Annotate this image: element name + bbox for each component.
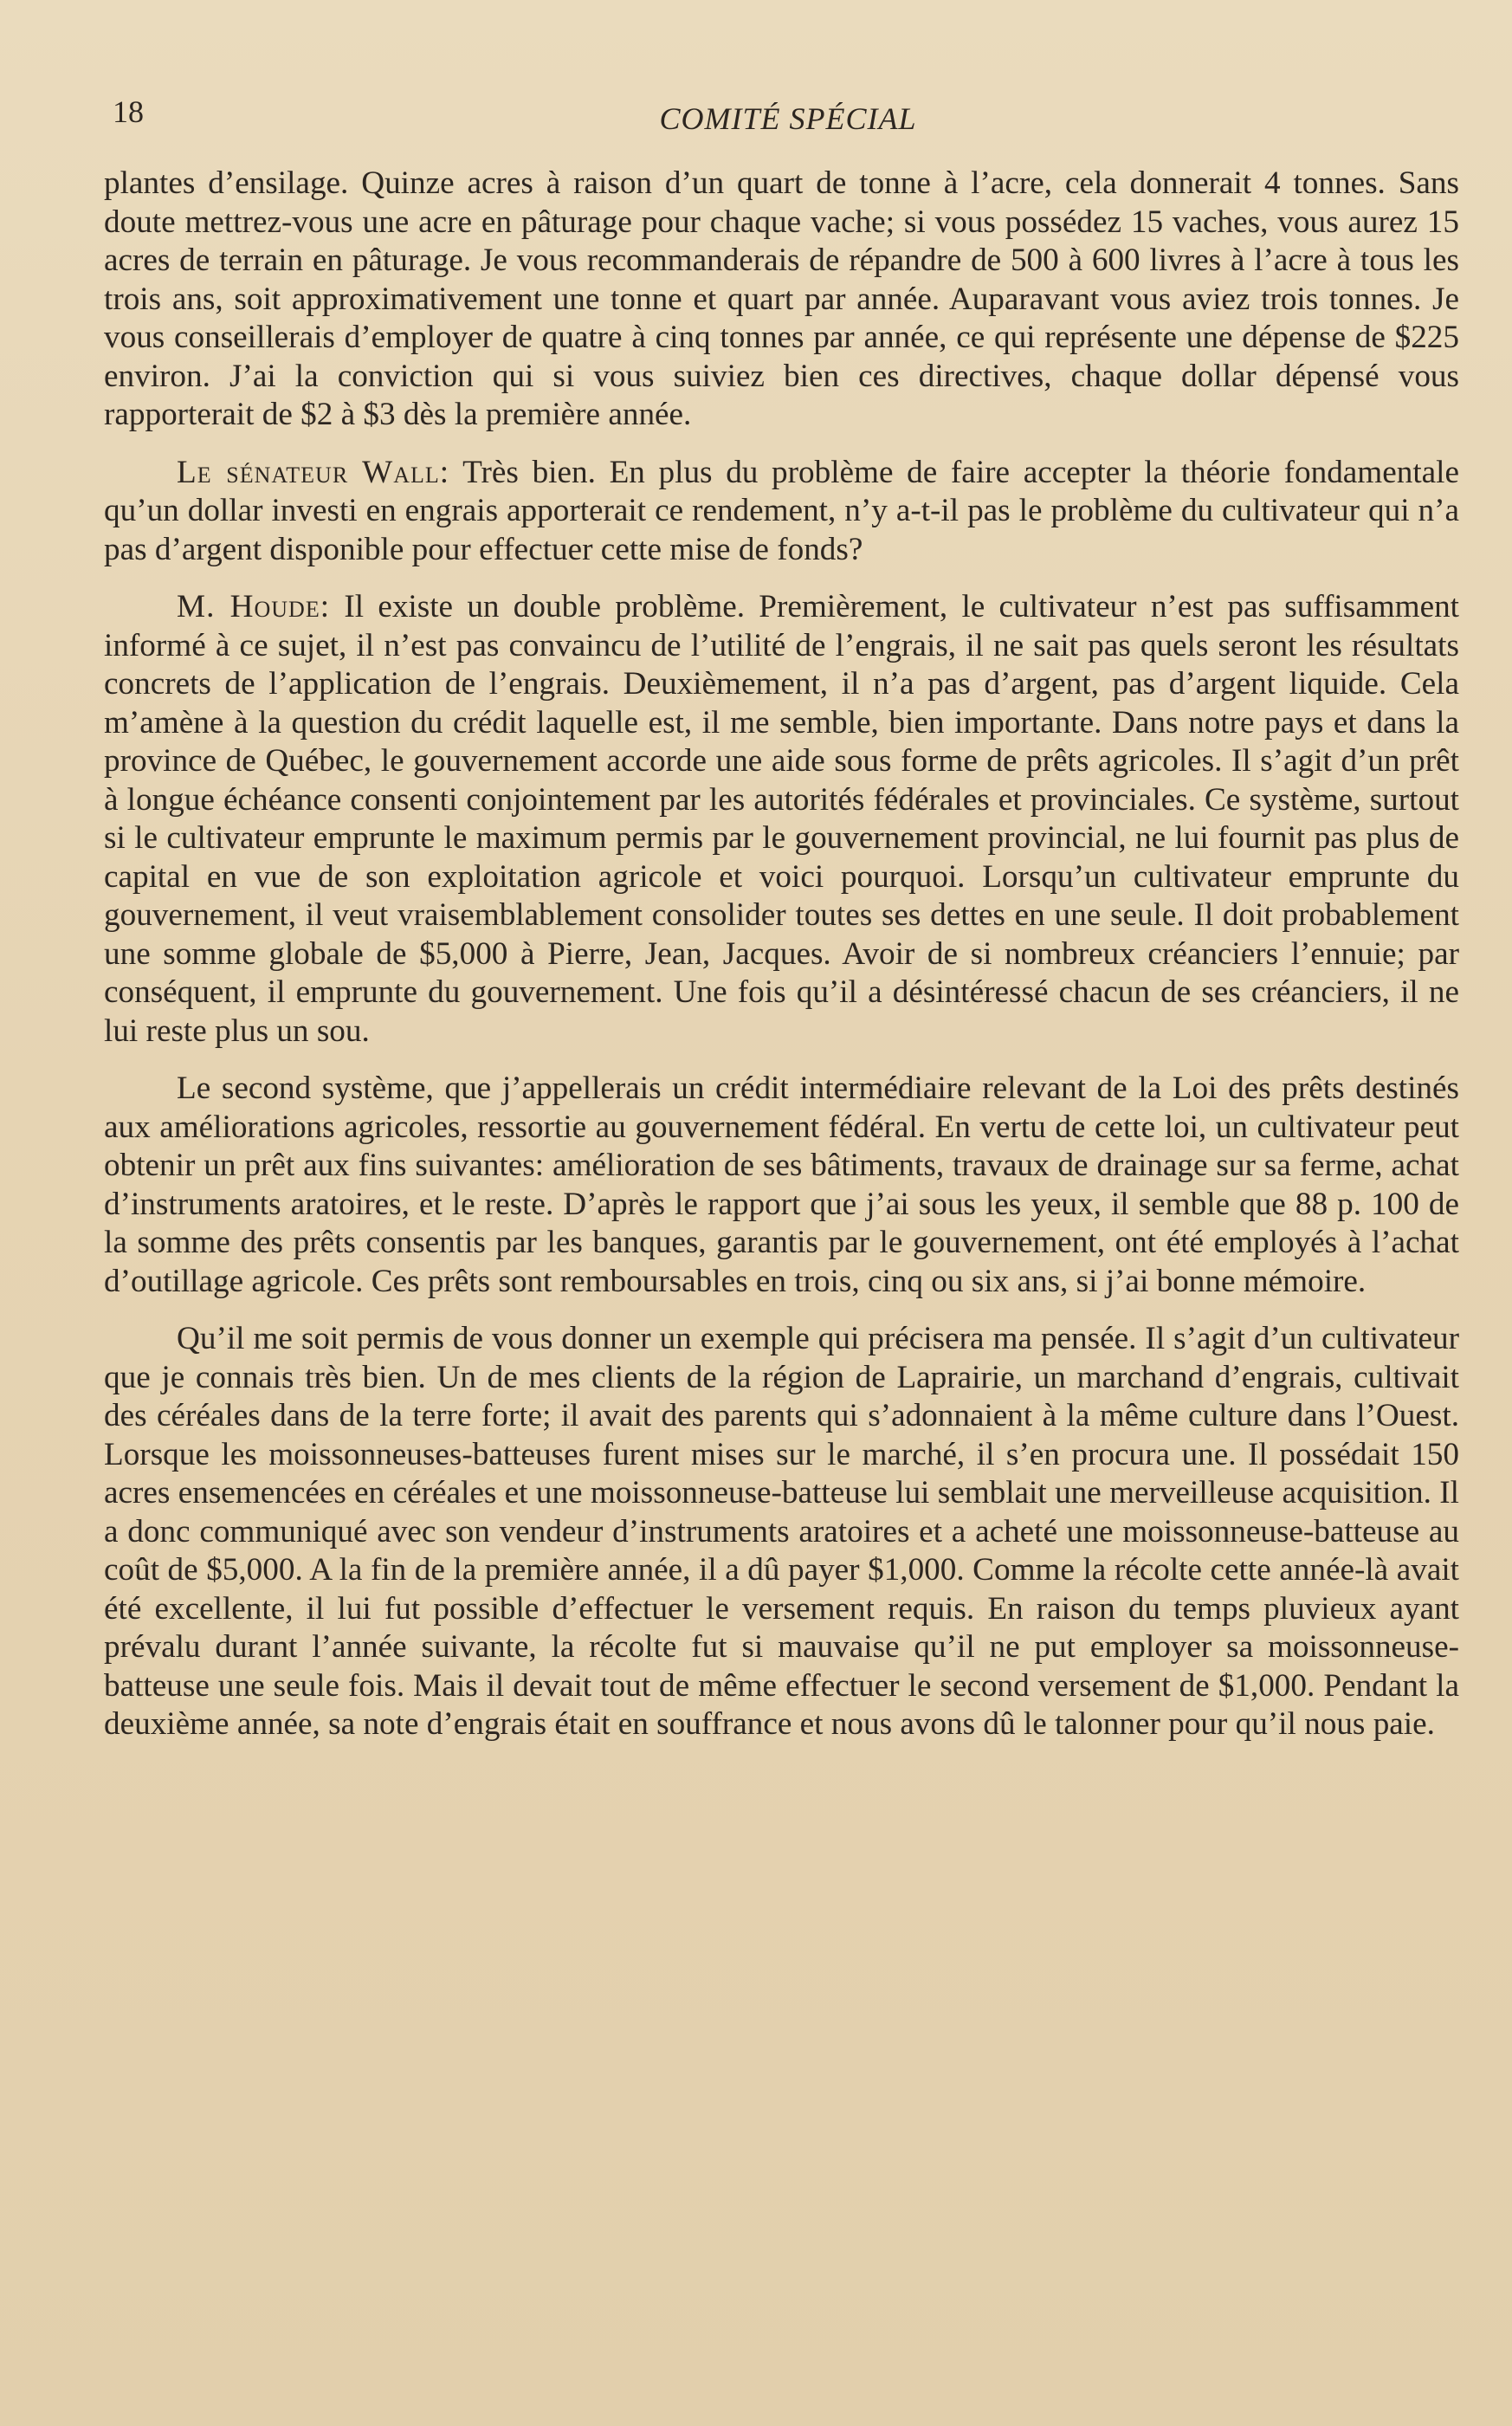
paragraph-3-text: Il existe un double problème. Premièrement, le cultivateur n’est pas suffisamment informé à ce sujet, il n’est pas convaincu de l’utilité de l’engrais, il ne sait pas quels seront les résultats concrets de l’application de l’engrais. Deuxièmement, il n’a pas d’argent, pas d’argent liquide. Cela m’amène à la question du crédit laquelle est, il me semble, bien importante. Dans notre pays et dans la province de Québec, le gouvernement accorde une aide sous forme de prêts agricoles. Il s’agit d’un prêt à longue échéance consenti conjointement par les autorités fédérales et provinciales. Ce système, surtout si le cultivateur emprunte le maximum permis par le gouvernement provincial, ne lui fournit pas plus de capital en vue de son exploitation agricole et voici pourquoi. Lorsqu’un cultivateur emprunte du gouvernement, il veut vraisemblablement consolider toutes ses dettes en une seule. Il doit probablement une somme globale de $5,000 à Pierre, Jean, Jacques. Avoir de si nombreux créanciers l’ennuie; par conséquent, il emprunte du gouvernement. Une fois qu’il a désintéressé chacun de ses créanciers, il ne lui reste plus un sou.: [104, 589, 1460, 1049]
page-number: 18: [113, 94, 144, 129]
speaker-label: Le sénateur Wall:: [177, 454, 450, 490]
paragraph-2: [104, 454, 1459, 570]
page-header: [113, 87, 1464, 139]
paragraph-1: [104, 165, 1459, 435]
paragraph-4: [104, 1070, 1459, 1301]
paragraph-3: [104, 588, 1459, 1051]
paragraph-4-text: Le second système, que j’appellerais un crédit intermédiaire relevant de la Loi des prêts destinés aux améliorations agricoles, ressortie au gouvernement fédéral. En vertu de cette loi, un cultivateur peut obtenir un prêt aux fins suivantes: amélioration de ses bâtiments, travaux de drainage sur sa ferme, achat d’instruments aratoires, et le reste. D’après le rapport que j’ai sous les yeux, il semble que 88 p. 100 de la somme des prêts consentis par les banques, garantis par le gouvernement, ont été employés à l’achat d’outillage agricole. Ces prêts sont remboursables en trois, cinq ou six ans, si j’ai bonne mémoire.: [104, 1071, 1459, 1299]
paragraph-5: [104, 1320, 1459, 1744]
paragraph-1-text: plantes d’ensilage. Quinze acres à raison d’un quart de tonne à l’acre, cela donnerait 4 tonnes. Sans doute mettrez-vous une acre en pâturage pour chaque vache; si vous possédez 15 vaches, vous aurez 15 acres de terrain en pâturage. Je vous recommanderais de répandre de 500 à 600 livres à l’acre à tous les trois ans, soit approximativement une tonne et quart par année. Auparavant vous aviez trois tonnes. Je vous conseillerais d’employer de quatre à cinq tonnes par année, ce qui représente une dépense de $225 environ. J’ai la conviction qui si vous suiviez bien ces directives, chaque dollar dépensé vous rapporterait de $2 à $3 dès la première année.: [104, 165, 1459, 432]
speaker-label: M. Houde:: [177, 589, 331, 624]
paragraph-5-text: Qu’il me soit permis de vous donner un exemple qui précisera ma pensée. Il s’agit d’un cultivateur que je connais très bien. Un de mes clients de la région de Laprairie, un marchand d’engrais, cultivait des céréales dans de la terre forte; il avait des parents qui s’adonnaient à la même culture dans l’Ouest. Lorsque les moissonneuses-batteuses furent mises sur le marché, il s’en procura une. Il possédait 150 acres ensemencées en céréales et une moissonneuse-batteuse lui semblait une merveilleuse acquisition. Il a donc communiqué avec son vendeur d’instruments aratoires et a acheté une moissonneuse-batteuse au coût de $5,000. A la fin de la première année, il a dû payer $1,000. Comme la récolte cette année-là avait été excellente, il lui fut possible d’effectuer le versement requis. En raison du temps pluvieux ayant prévalu durant l’année suivante, la récolte fut si mauvaise qu’il ne put employer sa moissonneuse-batteuse une seule fois. Mais il devait tout de même effectuer le second versement de $1,000. Pendant la deuxième année, sa note d’engrais était en souffrance et nous avons dû le talonner pour qu’il nous paie.: [104, 1321, 1459, 1742]
paragraph-2-text: Très bien. En plus du problème de faire accepter la théorie fondamentale qu’un dollar investi en engrais apporterait ce rendement, n’y a-t-il pas le problème du cultivateur qui n’a pas d’argent disponible pour effectuer cette mise de fonds?: [104, 454, 1460, 567]
running-head: COMITÉ SPÉCIAL: [659, 101, 917, 136]
body-text: [104, 165, 1459, 1763]
